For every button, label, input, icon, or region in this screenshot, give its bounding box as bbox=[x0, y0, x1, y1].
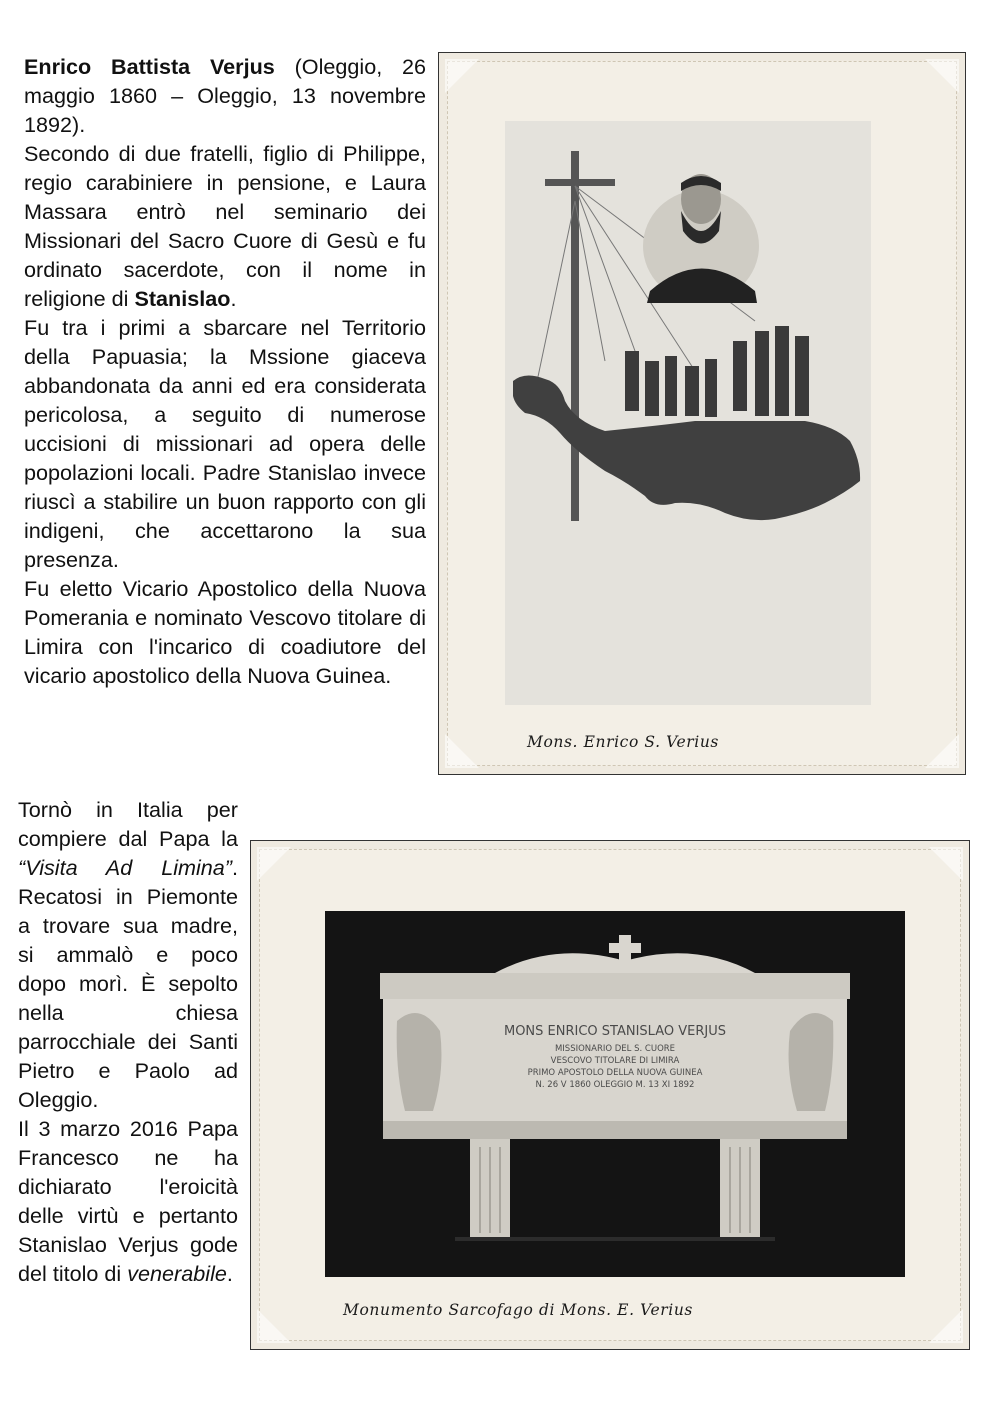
subject-name: Enrico Battista Verjus bbox=[24, 54, 275, 79]
family-text: Secondo di due fratelli, figlio di Philippe, regio carabiniere in pensione, e Laura Massara entrò nel seminario dei Missionari del Sacro Cuore di Gesù e fu ordinato sacerdote, con il nome in religione di bbox=[24, 141, 426, 311]
death-text: . Recatosi in Piemonte a trovare sua madre, si ammalò e poco dopo morì. È sepolto nella chiesa parrocchiale dei Santi Pietro e Paolo ad Oleggio. bbox=[18, 855, 238, 1112]
visit-ad-limina: “Visita Ad Limina” bbox=[18, 855, 232, 880]
office-text: Fu eletto Vicario Apostolico della Nuova Pomerania e nominato Vescovo titolare di Limira con l'incarico di coadiutore del vicario apostolico della Nuova Guinea. bbox=[24, 576, 426, 688]
tomb-photo bbox=[325, 911, 905, 1277]
portrait-postcard bbox=[438, 52, 966, 775]
return-text: Tornò in Italia per compiere dal Papa la bbox=[18, 797, 238, 851]
left-angel-relief bbox=[397, 1013, 442, 1111]
family-text-end: . bbox=[230, 286, 237, 311]
mission-text: Fu tra i primi a sbarcare nel Territorio della Papuasia; la Mssione giaceva abbandonata da anni ed era considerata pericolosa, a seguito di numerose uccisioni di missionari ad opera delle popolazioni locali. Padre Stanislao invece riuscì a stabilire un buon rapporto con gli indigeni, che accettarono la sua presenza. bbox=[24, 315, 426, 572]
venerable-title: venerabile bbox=[127, 1261, 227, 1286]
right-angel-relief bbox=[789, 1013, 834, 1111]
life-dates: (Oleggio, 26 maggio 1860 – Oleggio, 13 novembre 1892). bbox=[24, 54, 427, 137]
inscription-line: MONS ENRICO STANISLAO VERJUS bbox=[503, 1024, 727, 1039]
later-life-paragraph bbox=[18, 795, 238, 1288]
biography-paragraph bbox=[24, 52, 426, 690]
portrait-caption: Mons. Enrico S. Verius bbox=[527, 733, 719, 751]
inscription-line: VESCOVO TITOLARE DI LIMIRA bbox=[550, 1056, 680, 1066]
portrait-photo bbox=[505, 121, 871, 705]
sarcophagus-lid bbox=[380, 973, 850, 999]
inscription-line: MISSIONARIO DEL S. CUORE bbox=[554, 1044, 676, 1054]
venerable-text-end: . bbox=[226, 1261, 233, 1286]
tomb-postcard bbox=[250, 840, 970, 1350]
venerable-text: Il 3 marzo 2016 Papa Francesco ne ha dichiarato l'eroicità delle virtù e pertanto Stanislao Verjus gode del titolo di bbox=[18, 1116, 238, 1286]
inscription-line: N. 26 V 1860 OLEGGIO M. 13 XI 1892 bbox=[535, 1080, 695, 1090]
religious-name: Stanislao bbox=[134, 286, 231, 311]
tomb-caption: Monumento Sarcofago di Mons. E. Verius bbox=[343, 1301, 693, 1319]
inscription-line: PRIMO APOSTOLO DELLA NUOVA GUINEA bbox=[527, 1068, 703, 1078]
